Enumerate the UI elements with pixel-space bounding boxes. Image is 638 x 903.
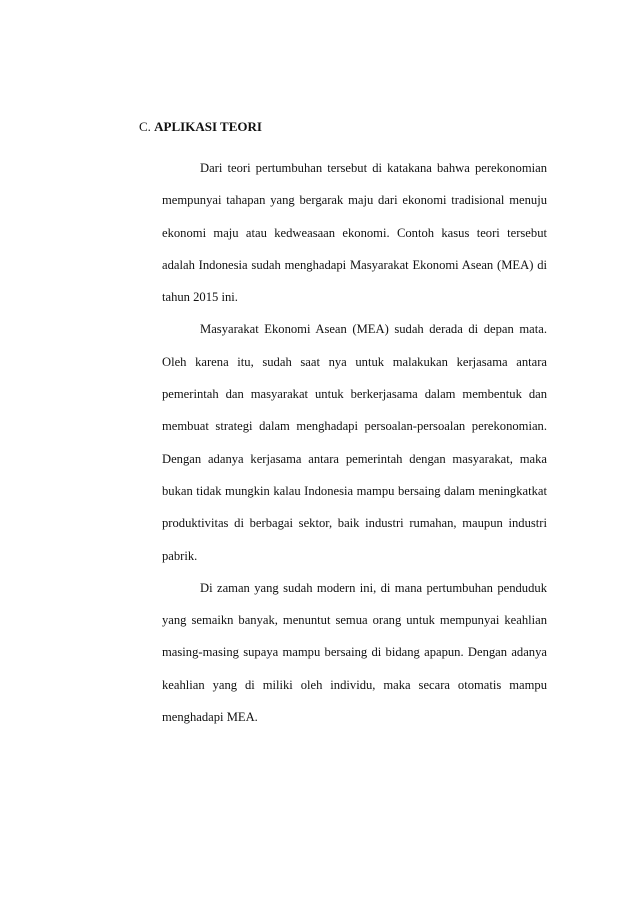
- section-title: APLIKASI TEORI: [154, 119, 262, 134]
- section-number: C.: [139, 119, 151, 134]
- paragraph-3: Di zaman yang sudah modern ini, di mana pertumbuhan penduduk yang semaikn banyak, menuntut semua orang untuk mempunyai keahlian masing-masing supaya mampu bersaing di bidang apapun. Dengan adanya keahlian yang di miliki oleh individu, maka secara otomatis mampu menghadapi MEA.: [162, 580, 547, 725]
- paragraph-2: Masyarakat Ekonomi Asean (MEA) sudah derada di depan mata. Oleh karena itu, sudah saat nya untuk malakukan kerjasama antara pemerintah dan masyarakat untuk berkerjasama dalam membentuk dan membuat strategi dalam menghadapi persoalan-persoalan perekonomian. Dengan adanya kerjasama antara pemerintah dengan masyarakat, maka bukan tidak mungkin kalau Indonesia mampu bersaing dalam meningkatkat produktivitas di berbagai sektor, baik industri rumahan, maupun industri pabrik.: [162, 322, 547, 563]
- paragraph-1: Dari teori pertumbuhan tersebut di katakana bahwa perekonomian mempunyai tahapan yang bergarak maju dari ekonomi tradisional menuju ekonomi maju atau kedweasaan ekonomi. Contoh kasus teori tersebut adalah Indonesia sudah menghadapi Masyarakat Ekonomi Asean (MEA) di tahun 2015 ini.: [162, 161, 547, 305]
- section-header: [139, 117, 547, 137]
- section-heading: [139, 117, 547, 137]
- section-body: [162, 152, 547, 733]
